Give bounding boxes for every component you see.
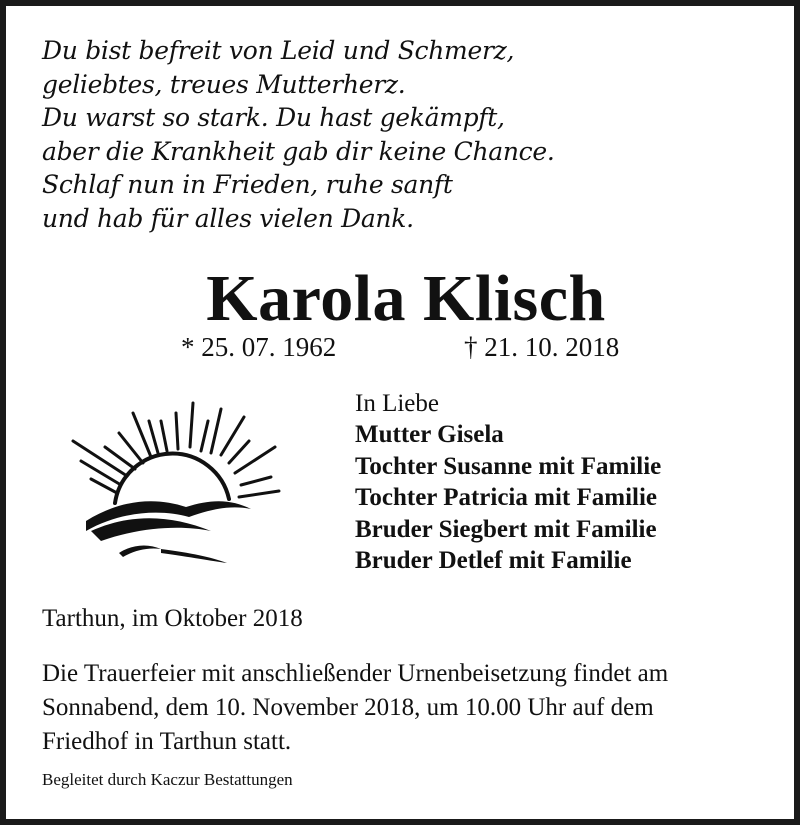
poem-line: und hab für alles vielen Dank. [42, 203, 414, 233]
undertaker-credit: Begleitet durch Kaczur Bestattungen [42, 770, 293, 789]
poem-line: Du bist befreit von Leid und Schmerz, [42, 36, 515, 65]
birth-date: * 25. 07. 1962 [181, 332, 337, 362]
funeral-line: Friedhof in Tarthun statt. [42, 728, 292, 755]
mourners-intro: In Liebe [355, 390, 439, 417]
funeral-line: Sonnabend, dem 10. November 2018, um 10.00 Uhr auf dem [42, 694, 654, 721]
funeral-line: Die Trauerfeier mit anschließender Urnenbeisetzung findet am [42, 660, 669, 687]
mourner: Tochter Patricia mit Familie [355, 484, 658, 512]
memorial-poem [42, 34, 555, 236]
death-date: † 21. 10. 2018 [464, 332, 620, 362]
mourner: Mutter Gisela [355, 421, 504, 449]
mourner: Bruder Detlef mit Familie [355, 547, 632, 575]
deceased-name: Karola Klisch [206, 262, 606, 335]
sunset-over-hills-icon [61, 381, 291, 581]
funeral-notice [42, 657, 777, 759]
poem-line: Du warst so stark. Du hast gekämpft, [42, 103, 505, 133]
mourners-list [355, 388, 661, 576]
poem-line: aber die Krankheit gab dir keine Chance. [42, 136, 555, 166]
mourner: Bruder Siegbert mit Familie [355, 515, 657, 543]
mourner: Tochter Susanne mit Familie [355, 452, 662, 480]
poem-line: geliebtes, treues Mutterherz. [42, 69, 406, 99]
place-and-date: Tarthun, im Oktober 2018 [42, 605, 303, 632]
poem-line: Schlaf nun in Frieden, ruhe sanft [42, 170, 453, 200]
